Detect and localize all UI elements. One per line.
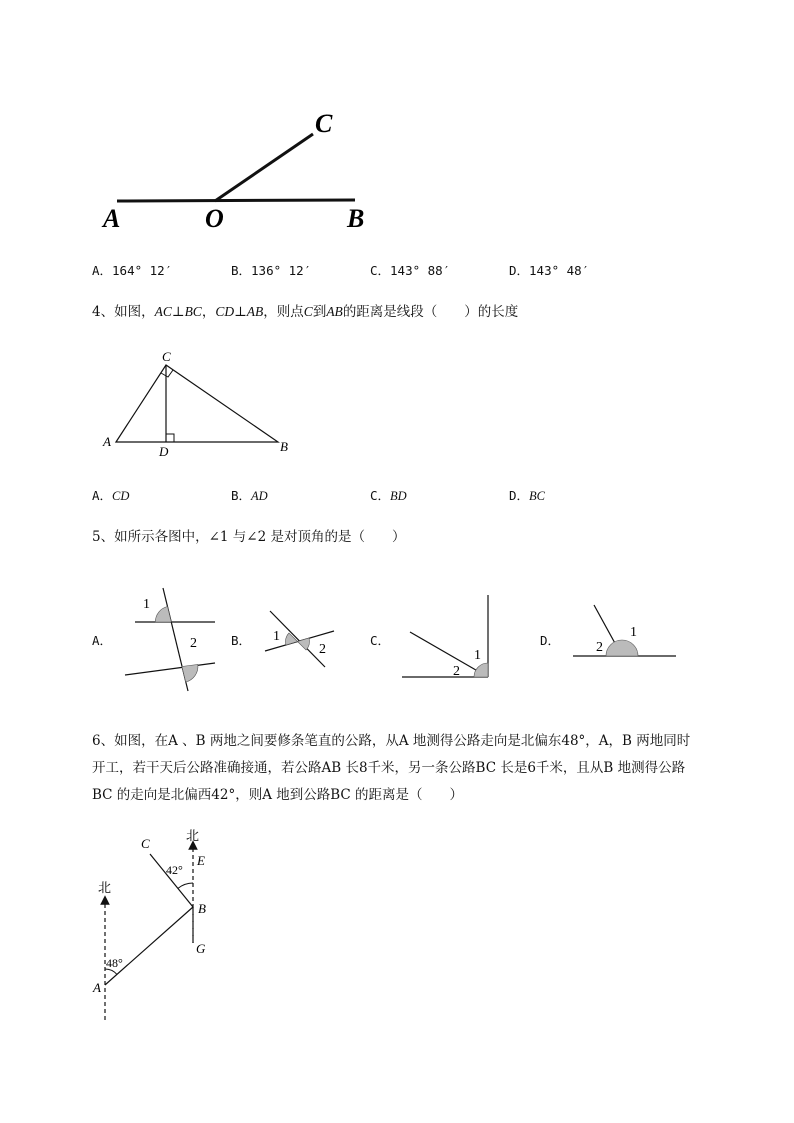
angle-label-2: 2 — [319, 642, 326, 657]
q5-option-a-letter[interactable]: A． — [92, 633, 113, 648]
q6-stem-line-3: BC 的走向是北偏西42°，则A 地到公路BC 的距离是（ ） — [92, 787, 464, 803]
point-label-a: A — [103, 434, 111, 449]
angle-label-1: 1 — [273, 629, 280, 644]
angle-2-arc — [182, 665, 198, 683]
q4-option-d[interactable]: D．BC — [509, 488, 546, 503]
figure-angle-aob — [95, 105, 385, 240]
point-label-a: A — [103, 204, 121, 233]
q3-option-b[interactable] — [231, 261, 311, 281]
angle-1-arc — [285, 633, 297, 645]
ray-oc — [215, 134, 313, 201]
point-label-c: C — [141, 836, 150, 851]
option-value: 143° 88′ — [390, 263, 451, 278]
point-label-e: E — [197, 853, 205, 868]
point-label-g: G — [196, 941, 206, 956]
line-ab — [117, 200, 355, 201]
q4-stem: 4、如图，AC⊥BC，CD⊥AB，则点C到AB的距离是线段（ ）的长度 — [92, 304, 519, 320]
option-letter: A． — [92, 263, 113, 278]
parallel-line-bottom — [125, 663, 215, 675]
q3-option-c[interactable] — [370, 261, 450, 281]
angle-label-2: 2 — [190, 636, 197, 651]
angle-label-1: 1 — [474, 648, 481, 663]
q5-figure-d — [570, 598, 680, 663]
angle-arc — [474, 663, 488, 677]
q5-figure-c — [398, 592, 498, 682]
q4-option-b[interactable]: B．AD — [231, 488, 268, 503]
angle-label-1: 1 — [143, 597, 150, 612]
angle-label-1: 1 — [630, 625, 637, 640]
point-label-c: C — [162, 349, 171, 364]
figure-bearing-diagram — [85, 825, 235, 1025]
q5-option-d-letter[interactable]: D． — [540, 633, 561, 648]
point-label-a: A — [93, 980, 101, 995]
option-value: 164° 12′ — [112, 263, 173, 278]
angle-arc-42 — [178, 883, 193, 888]
option-letter: C． — [370, 263, 391, 278]
angle-label-48: 48° — [106, 956, 123, 970]
north-label-2: 北 — [98, 880, 112, 895]
figure-right-triangle — [100, 345, 300, 460]
point-label-d: D — [159, 444, 169, 459]
point-label-o: O — [205, 204, 224, 233]
angle-arc — [606, 640, 638, 656]
road-bc — [150, 854, 193, 907]
q4-option-a[interactable]: A．CD — [92, 488, 130, 503]
option-letter: B． — [231, 263, 252, 278]
q4-option-c[interactable]: C．BD — [370, 488, 407, 503]
q5-option-c-letter[interactable]: C． — [370, 633, 391, 648]
point-label-c: C — [315, 109, 333, 138]
point-label-b: B — [198, 901, 206, 916]
triangle-abc — [116, 365, 278, 442]
q3-option-a[interactable] — [92, 261, 172, 281]
angle-label-2: 2 — [453, 664, 460, 679]
q5-figure-a — [120, 585, 225, 695]
north-label-1: 北 — [186, 828, 200, 843]
angle-label-42: 42° — [166, 863, 183, 877]
point-label-b: B — [347, 204, 365, 233]
q6-stem-line-2: 开工，若干天后公路准确接通，若公路AB 长8千米，另一条公路BC 长是6千米，且从B 地测得公路 — [92, 760, 686, 776]
q5-stem: 5、如所示各图中，∠1 与∠2 是对顶角的是（ ） — [92, 529, 406, 545]
option-letter: D． — [509, 263, 530, 278]
point-label-b: B — [280, 439, 288, 454]
angle-label-2: 2 — [596, 640, 603, 655]
right-angle-mark-d — [166, 434, 174, 442]
q6-stem-line-1: 6、如图，在A 、B 两地之间要修条笔直的公路，从A 地测得公路走向是北偏东48°，A，B 两地同时 — [92, 733, 691, 749]
road-ab — [105, 907, 193, 985]
q5-figure-b — [258, 600, 343, 675]
option-value: 143° 48′ — [529, 263, 590, 278]
angle-1-arc — [155, 607, 171, 623]
right-angle-mark-c — [161, 370, 173, 377]
q5-option-b-letter[interactable]: B． — [231, 633, 252, 648]
option-value: 136° 12′ — [251, 263, 312, 278]
angle-2-arc — [298, 638, 310, 650]
q3-option-d[interactable] — [509, 261, 589, 281]
